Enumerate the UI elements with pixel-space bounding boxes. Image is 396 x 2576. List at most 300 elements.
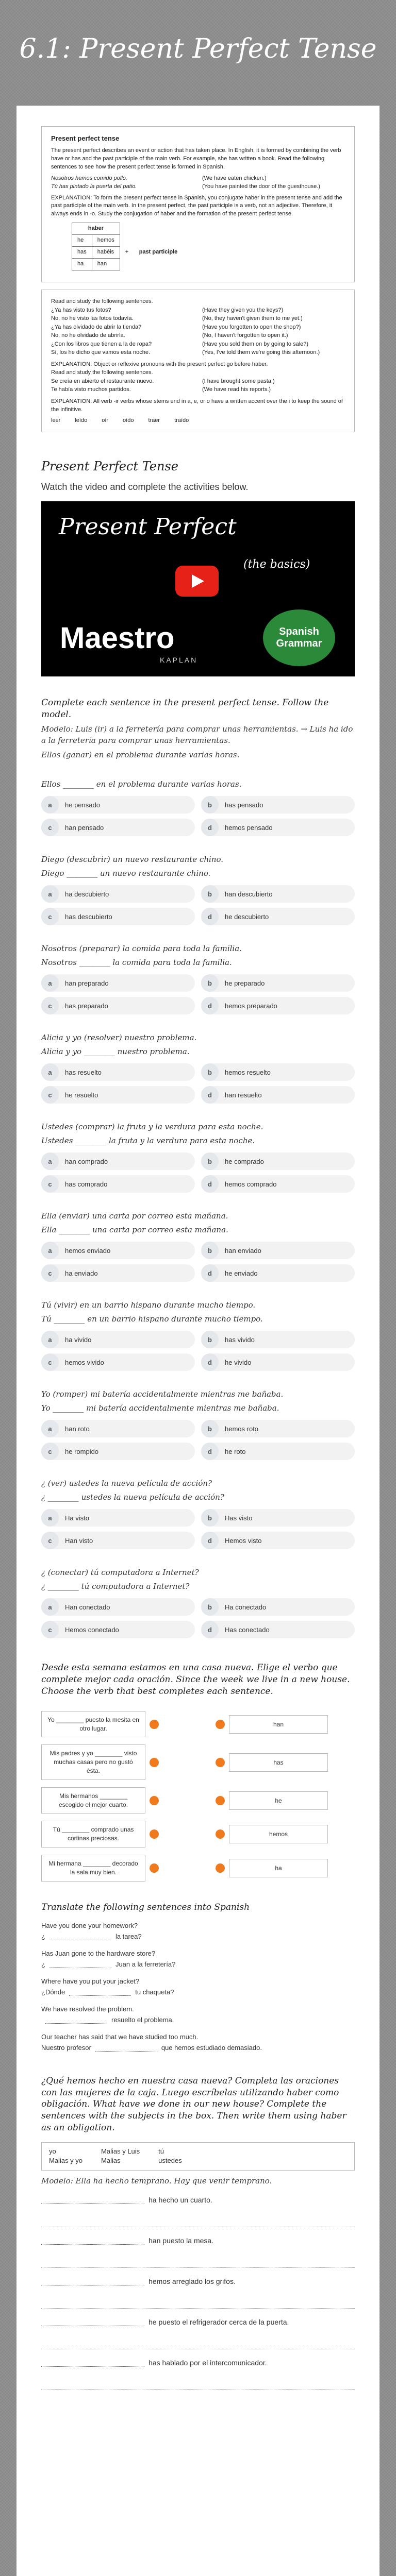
option-label: has vivido xyxy=(225,1335,255,1344)
fill-input[interactable] xyxy=(41,2278,144,2285)
activity2-instruction: Desde esta semana estamos en una casa nueva. Elige el verbo que complete mejor cada oración. Since the week we live in a new house. Choose the verb that best completes each sentence. xyxy=(41,1663,350,1697)
option-letter: d xyxy=(201,997,219,1014)
translation-item xyxy=(41,2005,355,2024)
translation-suffix: la tarea? xyxy=(115,1932,142,1940)
ref-explanation-2: EXPLANATION: Object or reflexive pronouns with the present perfect go before haber. xyxy=(51,361,268,367)
ref-word: leer xyxy=(51,417,61,423)
option-grid xyxy=(41,1509,355,1549)
translation-input[interactable] xyxy=(50,1960,111,1968)
option-grid xyxy=(41,1153,355,1193)
option-label: Han visto xyxy=(65,1536,93,1545)
option-label: he preparado xyxy=(225,979,265,987)
ref-pair-es: Sí, los he dicho que vamos esta noche. xyxy=(51,349,151,356)
option-letter: c xyxy=(41,997,59,1014)
answer-option[interactable] xyxy=(41,1532,195,1549)
answer-option[interactable] xyxy=(41,1242,195,1259)
activity4-instruction: ¿Qué hemos hecho en nuestra casa nueva? Completa las oraciones con las mujeres de la caja. Luego escríbelas utilizando haber como obligación. What have we done in our new house? Complete the sentences with the subjects in the box. Then write them using haber as an obligation. xyxy=(41,2075,346,2133)
table-cell: hemos xyxy=(92,235,120,247)
answer-option[interactable] xyxy=(201,1598,355,1616)
option-letter: a xyxy=(41,796,59,814)
option-letter: c xyxy=(41,819,59,836)
activity1-instruction: Complete each sentence in the present perfect tense. Follow the model. xyxy=(41,698,329,720)
question-prompt: Alicia y yo ________ nuestro problema. xyxy=(41,1046,190,1056)
option-letter: b xyxy=(201,796,219,814)
option-label: hemos enviado xyxy=(65,1246,111,1255)
match-handle[interactable] xyxy=(150,1758,159,1767)
answer-option[interactable] xyxy=(41,1443,195,1460)
answer-option[interactable] xyxy=(41,1353,195,1371)
option-label: has pensado xyxy=(225,801,263,809)
option-label: Hemos conectado xyxy=(65,1625,119,1634)
answer-option[interactable] xyxy=(41,1153,195,1170)
fill-text: ha hecho un cuarto. xyxy=(148,2196,212,2205)
option-label: hemos vivido xyxy=(65,1358,104,1366)
ref-pair-en: (No, they haven't given them to me yet.) xyxy=(202,315,303,322)
option-label: hemos roto xyxy=(225,1425,259,1433)
option-label: han descubierto xyxy=(225,890,273,898)
match-handle[interactable] xyxy=(150,1796,159,1805)
table-cell: has xyxy=(72,247,92,259)
word-box-item: tú xyxy=(158,2147,164,2156)
question-prompt: Nosotros ________ la comida para toda la familia. xyxy=(41,957,232,967)
ref-word: oír xyxy=(102,417,109,423)
question-prompt: ¿ ________ ustedes la nueva película de acción? xyxy=(41,1492,224,1502)
question xyxy=(41,854,355,925)
ref-ex2-en: (You have painted the door of the guesthouse.) xyxy=(202,183,320,190)
match-row xyxy=(41,1821,355,1848)
translation-suffix: resuelto el problema. xyxy=(111,2015,174,2024)
option-grid xyxy=(41,1598,355,1638)
translation-prefix: ¿Dónde xyxy=(41,1988,65,1996)
option-letter: d xyxy=(201,1443,219,1460)
translation-english: We have resolved the problem. xyxy=(41,2005,134,2013)
answer-option[interactable] xyxy=(201,1242,355,1259)
answer-line[interactable] xyxy=(41,2299,355,2309)
translation-input[interactable] xyxy=(45,2016,107,2024)
ref-bullet: The present perfect describes an event or action that has taken place. In English, it is formed by combining the verb have or has and the past participle of the main verb. For example, she has written a book. Read the following sentences to see how the present perfect tense is formed in Spanish. xyxy=(51,147,341,170)
answer-option[interactable] xyxy=(41,796,195,814)
match-handle[interactable] xyxy=(216,1758,225,1767)
ref-pair-es: Se creía en abierto el restaurante nuevo. xyxy=(51,378,154,384)
option-label: Hemos visto xyxy=(225,1536,262,1545)
question-stem: Diego (descubrir) un nuevo restaurante chino. xyxy=(41,855,223,865)
answer-line[interactable] xyxy=(41,2340,355,2349)
option-letter: d xyxy=(201,819,219,836)
answer-option[interactable] xyxy=(201,1153,355,1170)
fill-item xyxy=(41,2236,355,2245)
answer-option[interactable] xyxy=(201,1532,355,1549)
match-handle[interactable] xyxy=(150,1829,159,1839)
option-label: he rompido xyxy=(65,1447,99,1455)
ref-pair-es: No, no he visto las fotos todavía. xyxy=(51,315,134,322)
activity4-model: Modelo: Ella ha hecho temprano. Hay que venir temprano. xyxy=(41,2176,272,2185)
table-past-participle: past participle xyxy=(139,249,178,256)
worksheet xyxy=(16,106,380,2576)
translation-suffix: tu chaqueta? xyxy=(135,1988,174,1996)
word-box xyxy=(41,2142,355,2170)
option-letter: b xyxy=(201,1598,219,1616)
translation-item xyxy=(41,1977,355,1996)
ref-pairs xyxy=(51,306,345,357)
word-box-item: Malias y yo xyxy=(49,2157,83,2165)
match-handle[interactable] xyxy=(216,1829,225,1839)
translation-prefix: ¿ xyxy=(41,1932,45,1940)
video-brand: Maestro xyxy=(60,621,175,655)
answer-option[interactable] xyxy=(41,974,195,992)
table-cell: ha xyxy=(72,259,92,270)
answer-option[interactable] xyxy=(41,1175,195,1193)
option-letter: b xyxy=(201,1331,219,1348)
ref-examples xyxy=(51,175,345,191)
match-handle[interactable] xyxy=(216,1863,225,1873)
fill-input[interactable] xyxy=(41,2196,144,2204)
answer-line[interactable] xyxy=(41,2380,355,2390)
option-label: hemos pensado xyxy=(225,823,273,832)
option-label: has descubierto xyxy=(65,912,112,921)
option-letter: d xyxy=(201,908,219,925)
answer-option[interactable] xyxy=(41,1063,195,1081)
ref-pairs-2 xyxy=(51,377,345,394)
answer-option[interactable] xyxy=(201,1443,355,1460)
answer-option[interactable] xyxy=(201,1621,355,1638)
fill-text: he puesto el refrigerador cerca de la puerta. xyxy=(148,2318,289,2327)
fill-text: hemos arreglado los grifos. xyxy=(148,2277,236,2286)
match-verb[interactable]: han xyxy=(229,1715,328,1734)
answer-option[interactable] xyxy=(41,1420,195,1437)
page-banner xyxy=(0,0,396,98)
table-head: haber xyxy=(72,223,120,235)
option-label: han comprado xyxy=(65,1157,108,1165)
question-list xyxy=(16,778,380,1639)
question xyxy=(41,1032,355,1104)
option-label: han pensado xyxy=(65,823,104,832)
video-badge: Spanish Grammar xyxy=(263,609,335,666)
answer-option[interactable] xyxy=(201,1509,355,1527)
word-box-item: Malias xyxy=(101,2157,121,2165)
match-row xyxy=(41,1711,355,1738)
match-handle[interactable] xyxy=(216,1796,225,1805)
question-prompt: ¿ ________ tú computadora a Internet? xyxy=(41,1581,190,1591)
question-stem: Yo (romper) mi batería accidentalmente mientras me bañaba. xyxy=(41,1389,284,1399)
ref-pair-en: (No, I haven't forgotten to open it.) xyxy=(202,332,288,339)
fill-text: has hablado por el intercomunicador. xyxy=(148,2359,267,2367)
option-letter: c xyxy=(41,908,59,925)
answer-option[interactable] xyxy=(201,1420,355,1437)
option-letter: a xyxy=(41,1242,59,1259)
option-label: he comprado xyxy=(225,1157,264,1165)
option-letter: a xyxy=(41,1331,59,1348)
match-row xyxy=(41,1787,355,1814)
option-letter: d xyxy=(201,1175,219,1193)
option-label: Has conectado xyxy=(225,1625,270,1634)
answer-option[interactable] xyxy=(201,796,355,814)
answer-option[interactable] xyxy=(41,885,195,903)
option-label: hemos resuelto xyxy=(225,1068,271,1076)
option-letter: a xyxy=(41,1420,59,1437)
ref-ex2-es: Tú has pintado la puerta del patio. xyxy=(51,183,137,190)
option-label: ha enviado xyxy=(65,1269,98,1277)
option-label: he enviado xyxy=(225,1269,258,1277)
fill-input[interactable] xyxy=(41,2359,144,2367)
option-letter: c xyxy=(41,1621,59,1638)
match-verb[interactable]: ha xyxy=(229,1859,328,1877)
question xyxy=(41,1567,355,1638)
answer-option[interactable] xyxy=(41,1264,195,1282)
translation-item xyxy=(41,1950,355,1968)
answer-option[interactable] xyxy=(201,1353,355,1371)
option-label: han enviado xyxy=(225,1246,261,1255)
option-letter: b xyxy=(201,1153,219,1170)
video-basics: (the basics) xyxy=(243,558,310,571)
question-stem: Tú (vivir) en un barrio hispano durante mucho tiempo. xyxy=(41,1300,256,1310)
translation-suffix: que hemos estudiado demasiado. xyxy=(161,2043,262,2052)
video-brand-small: KAPLAN xyxy=(160,656,198,665)
fill-item xyxy=(41,2318,355,2326)
question-stem: ¿ (ver) ustedes la nueva película de acción? xyxy=(41,1479,212,1488)
fill-item xyxy=(41,2196,355,2204)
option-letter: d xyxy=(201,1264,219,1282)
table-plus: + xyxy=(125,249,129,256)
video-player[interactable] xyxy=(41,501,355,676)
match-sentence: Tú ________ comprado unas cortinas preciosas. xyxy=(41,1821,145,1848)
answer-option[interactable] xyxy=(201,908,355,925)
table-cell: he xyxy=(72,235,92,247)
match-sentence: Mis hermanos ________ escogido el mejor cuarto. xyxy=(41,1787,145,1814)
translation-prefix: ¿ xyxy=(41,1960,45,1968)
table-cell: han xyxy=(92,259,120,270)
match-handle[interactable] xyxy=(150,1720,159,1729)
answer-option[interactable] xyxy=(201,819,355,836)
question-prompt: Ella ________ una carta por correo esta mañana. xyxy=(41,1225,228,1234)
answer-option[interactable] xyxy=(201,1264,355,1282)
match-row xyxy=(41,1855,355,1882)
answer-option[interactable] xyxy=(41,997,195,1014)
question-stem: ¿ (conectar) tú computadora a Internet? xyxy=(41,1568,199,1578)
option-letter: a xyxy=(41,1063,59,1081)
option-label: han roto xyxy=(65,1425,90,1433)
translation-english: Our teacher has said that we have studied too much. xyxy=(41,2032,199,2041)
grammar-reference-2 xyxy=(41,290,355,432)
ref-word: traer xyxy=(148,417,160,423)
option-letter: b xyxy=(201,1509,219,1527)
question xyxy=(41,1478,355,1549)
answer-option[interactable] xyxy=(201,885,355,903)
option-label: he resuelto xyxy=(65,1091,98,1099)
option-letter: c xyxy=(41,1175,59,1193)
option-label: he vivido xyxy=(225,1358,252,1366)
match-handle[interactable] xyxy=(150,1863,159,1873)
haber-conjugation-table xyxy=(72,223,183,270)
translation-list xyxy=(16,1922,380,2052)
option-grid xyxy=(41,1420,355,1460)
ref-read-2: Read and study the following sentences. xyxy=(51,369,153,376)
question-prompt: Yo ________ mi batería accidentalmente mientras me bañaba. xyxy=(41,1403,279,1413)
option-label: Han conectado xyxy=(65,1603,110,1611)
word-box-item: yo xyxy=(49,2147,56,2156)
ref-pair-es: ¿Con los libros que tienen a la de ropa? xyxy=(51,341,152,347)
fill-input[interactable] xyxy=(41,2318,144,2326)
match-row xyxy=(41,1744,355,1780)
option-letter: a xyxy=(41,1509,59,1527)
answer-option[interactable] xyxy=(201,1086,355,1104)
translation-item xyxy=(41,2033,355,2052)
video-title: Present Perfect xyxy=(59,514,237,540)
answer-option[interactable] xyxy=(201,997,355,1014)
fill-input[interactable] xyxy=(41,2237,144,2245)
fill-text: han puesto la mesa. xyxy=(148,2236,214,2245)
question-prompt: Ustedes ________ la fruta y la verdura para esta noche. xyxy=(41,1136,255,1145)
option-label: han preparado xyxy=(65,979,109,987)
activity1-model-b: Ellos (ganar) en el problema durante varias horas. xyxy=(41,750,240,759)
option-grid xyxy=(41,1242,355,1282)
option-grid xyxy=(41,796,355,836)
ref-pair-es: ¿Ya has olvidado de abrir la tienda? xyxy=(51,324,142,330)
ref-pair-es: No, no he olvidado de abrirla. xyxy=(51,332,125,339)
translation-suffix: Juan a la ferretería? xyxy=(115,1960,176,1968)
answer-option[interactable] xyxy=(41,1509,195,1527)
option-label: has preparado xyxy=(65,1002,108,1010)
option-letter: b xyxy=(201,1420,219,1437)
question-stem: Nosotros (preparar) la comida para toda la familia. xyxy=(41,944,242,954)
option-letter: d xyxy=(201,1086,219,1104)
match-verb[interactable]: hemos xyxy=(229,1825,328,1843)
option-letter: d xyxy=(201,1621,219,1638)
option-letter: d xyxy=(201,1353,219,1371)
option-letter: a xyxy=(41,1153,59,1170)
option-letter: b xyxy=(201,974,219,992)
play-icon[interactable] xyxy=(175,566,219,597)
match-verb[interactable]: has xyxy=(229,1753,328,1772)
option-letter: c xyxy=(41,1532,59,1549)
option-label: has resuelto xyxy=(65,1068,102,1076)
answer-option[interactable] xyxy=(41,908,195,925)
answer-option[interactable] xyxy=(41,1331,195,1348)
question xyxy=(41,943,355,1014)
translation-input[interactable] xyxy=(69,1988,131,1996)
answer-line[interactable] xyxy=(41,2258,355,2268)
option-letter: a xyxy=(41,885,59,903)
ref-explanation: EXPLANATION: To form the present perfect tense in Spanish, you conjugate haber in the present tense and add the past participle of the main verb. In the present perfect, the past participle is a verb, not an adjective. Therefore, it always ends in -o. Study the conjugation of haber and the formation of the present perfect tense. xyxy=(51,194,342,217)
option-label: Ha visto xyxy=(65,1514,89,1522)
translation-english: Where have you put your jacket? xyxy=(41,1977,140,1985)
answer-option[interactable] xyxy=(201,1175,355,1193)
activity4-items xyxy=(16,2196,380,2390)
option-letter: c xyxy=(41,1086,59,1104)
option-letter: c xyxy=(41,1443,59,1460)
option-grid xyxy=(41,885,355,925)
ref-explanation-3: EXPLANATION: All verb -ir verbs whose stems end in a, e, or o have a written accent over the i to keep the sound of the infinitive. xyxy=(51,398,343,413)
option-grid xyxy=(41,1331,355,1371)
option-letter: c xyxy=(41,1264,59,1282)
option-label: he descubierto xyxy=(225,912,269,921)
option-grid xyxy=(41,1063,355,1104)
match-sentence: Mi hermana ________ decorado la sala muy bien. xyxy=(41,1855,145,1882)
matching-activity xyxy=(41,1711,355,1882)
answer-option[interactable] xyxy=(201,974,355,992)
ref-pair-en: (Have you forgotten to open the shop?) xyxy=(202,324,301,330)
answer-option[interactable] xyxy=(41,819,195,836)
question-prompt: Diego ________ un nuevo restaurante chino. xyxy=(41,868,211,878)
ref-pair-en: (I have brought some pasta.) xyxy=(202,378,275,384)
ref-pair-es: Te había visto muchos partidos. xyxy=(51,386,131,393)
match-verb[interactable]: he xyxy=(229,1791,328,1810)
activity1-model: Modelo: Luis (ir) a la ferretería para comprar unas herramientas. → Luis ha ido a la ferretería para comprar unas herramientas. xyxy=(41,724,353,745)
ref-pair-en: (Have you sold them on by going to sale?) xyxy=(202,341,309,347)
option-letter: a xyxy=(41,1598,59,1616)
translation-item xyxy=(41,1922,355,1940)
ref-ex1-en: (We have eaten chicken.) xyxy=(202,175,267,181)
question xyxy=(41,1121,355,1193)
ref-ex1-es: Nosotros hemos comido pollo. xyxy=(51,175,127,181)
translation-english: Has Juan gone to the hardware store? xyxy=(41,1949,156,1957)
ref-bottom-words xyxy=(51,416,345,425)
section-title: Present Perfect Tense xyxy=(41,459,178,474)
option-letter: a xyxy=(41,974,59,992)
question xyxy=(41,778,355,837)
match-handle[interactable] xyxy=(216,1720,225,1729)
page-title: 6.1: Present Perfect Tense xyxy=(19,33,377,64)
ref-word: leído xyxy=(75,417,88,423)
answer-option[interactable] xyxy=(41,1621,195,1638)
option-letter: b xyxy=(201,1242,219,1259)
fill-item xyxy=(41,2359,355,2367)
option-label: hemos preparado xyxy=(225,1002,277,1010)
question-stem: Alicia y yo (resolver) nuestro problema. xyxy=(41,1033,197,1043)
section-intro: Watch the video and complete the activities below. xyxy=(41,482,249,493)
option-label: ha descubierto xyxy=(65,890,109,898)
grammar-reference xyxy=(41,126,355,282)
option-label: he pensado xyxy=(65,801,100,809)
question xyxy=(41,1210,355,1282)
answer-option[interactable] xyxy=(201,1331,355,1348)
question-stem: Ustedes (comprar) la fruta y la verdura para esta noche. xyxy=(41,1122,263,1132)
table-cell: habéis xyxy=(92,247,120,259)
question xyxy=(41,1388,355,1460)
answer-option[interactable] xyxy=(41,1086,195,1104)
translation-input[interactable] xyxy=(50,1933,111,1940)
option-label: he roto xyxy=(225,1447,246,1455)
translation-input[interactable] xyxy=(95,2044,157,2052)
translation-english: Have you done your homework? xyxy=(41,1921,138,1929)
option-letter: b xyxy=(201,1063,219,1081)
question xyxy=(41,1299,355,1371)
option-label: has comprado xyxy=(65,1180,108,1188)
option-letter: c xyxy=(41,1353,59,1371)
answer-option[interactable] xyxy=(41,1598,195,1616)
ref-word: traído xyxy=(174,417,189,423)
ref-pair-en: (We have read his reports.) xyxy=(202,386,271,393)
translation-prefix: Nuestro profesor xyxy=(41,2043,91,2052)
option-label: Has visto xyxy=(225,1514,253,1522)
ref-word: oído xyxy=(123,417,134,423)
question-prompt: Tú ________ en un barrio hispano durante mucho tiempo. xyxy=(41,1314,263,1324)
answer-option[interactable] xyxy=(201,1063,355,1081)
match-sentence: Mis padres y yo ________ visto muchas casas pero no gustó ésta. xyxy=(41,1744,145,1780)
answer-line[interactable] xyxy=(41,2217,355,2227)
ref-pair-en: (Yes, I've told them we're going this afternoon.) xyxy=(202,349,320,356)
option-label: ha vivido xyxy=(65,1335,92,1344)
word-box-item: ustedes xyxy=(158,2157,182,2165)
option-label: han resuelto xyxy=(225,1091,262,1099)
ref-pair-es: ¿Ya has visto tus fotos? xyxy=(51,307,111,313)
match-sentence: Yo ________ puesto la mesita en otro lugar. xyxy=(41,1711,145,1738)
option-label: Ha conectado xyxy=(225,1603,267,1611)
word-box-item: Malias y Luis xyxy=(101,2147,140,2156)
option-letter: d xyxy=(201,1532,219,1549)
fill-item xyxy=(41,2277,355,2285)
option-letter: b xyxy=(201,885,219,903)
question-stem: Ella (enviar) una carta por correo esta mañana. xyxy=(41,1211,228,1221)
